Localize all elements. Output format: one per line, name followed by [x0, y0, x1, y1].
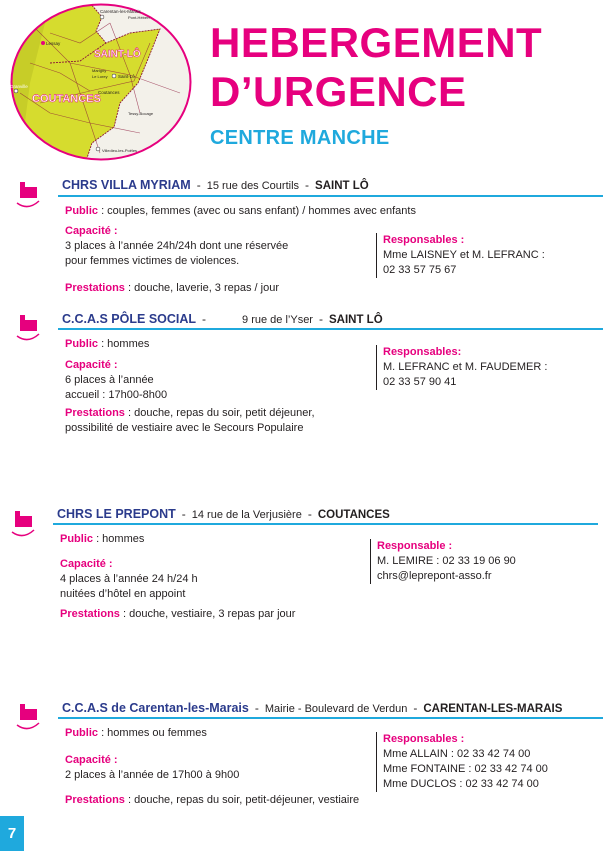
capacity-colon: : — [110, 225, 118, 237]
public-value: : hommes — [98, 338, 150, 350]
resp-line: 02 33 57 90 41 — [383, 376, 457, 388]
services-label: Prestations — [60, 608, 120, 620]
public-label: Public — [65, 338, 99, 350]
public-label: Public — [65, 205, 99, 217]
capacity-colon: : — [105, 558, 113, 570]
resp-label: Responsables — [383, 733, 458, 745]
resp-colon: : — [457, 346, 462, 358]
entry-logo-icon — [9, 510, 35, 542]
map-town-9: Granville — [10, 84, 28, 89]
header-separator: - — [181, 507, 186, 521]
entry-responsables — [376, 233, 545, 278]
entry-services — [65, 406, 315, 436]
services-label: Prestations — [65, 282, 125, 294]
map-town-8: Villedieu-les-Poêles — [102, 148, 138, 153]
entry-name: CHRS LE PREPONT — [57, 507, 176, 521]
entry-responsables — [376, 345, 547, 390]
resp-label: Responsable — [377, 540, 446, 552]
entry-public — [65, 337, 149, 352]
page-title-line1: HEBERGEMENT — [210, 19, 543, 66]
entry-responsables — [376, 732, 548, 792]
entry-logo-icon — [14, 181, 40, 213]
header-separator: - — [305, 178, 310, 192]
capacity-line: 4 places à l’année 24 h/24 h — [60, 573, 198, 585]
public-value: : couples, femmes (avec ou sans enfant) / hommes avec enfants — [98, 205, 416, 217]
entry-name: C.C.A.S de Carentan-les-Marais — [62, 701, 249, 715]
services-line: : douche, repas du soir, petit déjeuner, — [124, 407, 315, 419]
entry-divider — [58, 717, 603, 719]
resp-email[interactable]: chrs@leprepont-asso.fr — [377, 570, 492, 582]
map-dot — [112, 74, 116, 78]
resp-line: 02 33 57 75 67 — [383, 264, 457, 276]
entry-address: 15 rue des Courtils — [206, 180, 300, 192]
entry-logo-icon — [14, 703, 40, 735]
capacity-line: accueil : 17h00-8h00 — [65, 389, 168, 401]
map-illustration — [10, 3, 192, 161]
header-separator: - — [413, 701, 418, 715]
entry-address: Mairie - Boulevard de Verdun — [264, 703, 408, 715]
map-town-1: Carentan-les-Marais — [100, 9, 141, 14]
entry-capacity — [65, 358, 167, 403]
capacity-line: 3 places à l’année 24h/24h dont une réservée — [65, 240, 289, 252]
resp-colon: : — [457, 733, 465, 745]
resp-line: M. LEMIRE : 02 33 19 06 90 — [377, 555, 516, 567]
entry-capacity — [65, 224, 288, 269]
capacity-colon: : — [110, 754, 118, 766]
entry-divider — [58, 328, 603, 330]
capacity-line: pour femmes victimes de violences. — [65, 255, 240, 267]
services-line: : douche, repas du soir, petit-déjeuner, vestiaire — [124, 794, 360, 806]
resp-line: Mme DUCLOS : 02 33 42 74 00 — [383, 778, 539, 790]
resp-colon: : — [457, 234, 465, 246]
page-subtitle: CENTRE MANCHE — [210, 127, 390, 149]
services-label: Prestations — [65, 794, 125, 806]
services-line: : douche, laverie, 3 repas / jour — [124, 282, 280, 294]
entry-divider — [53, 523, 598, 525]
page-number: 7 — [0, 816, 24, 851]
resp-label: Responsables — [383, 346, 458, 358]
map-svg — [10, 3, 192, 161]
header-separator: - — [307, 507, 312, 521]
map-town-5: Saint-Lô — [118, 74, 135, 79]
entry-services — [60, 607, 295, 622]
entry-name: CHRS VILLA MYRIAM — [62, 178, 191, 192]
entry-services — [65, 793, 359, 808]
services-line: : douche, vestiaire, 3 repas par jour — [119, 608, 296, 620]
header-separator: - — [196, 178, 201, 192]
entry-address: 14 rue de la Verjusière — [191, 509, 302, 521]
page-title — [210, 18, 542, 116]
map-label-saint-lo: SAINT-LÔ — [94, 49, 141, 60]
map-town-2: Pont-Hébert — [128, 15, 150, 20]
capacity-colon: : — [110, 359, 118, 371]
entry-logo-icon — [14, 314, 40, 346]
capacity-label: Capacité — [65, 754, 111, 766]
public-value: : hommes — [93, 533, 145, 545]
header-separator: - — [202, 312, 207, 326]
capacity-label: Capacité — [60, 558, 106, 570]
entry-capacity — [60, 557, 198, 602]
capacity-label: Capacité — [65, 225, 111, 237]
resp-colon: : — [445, 540, 453, 552]
entry-address: 9 rue de l’Yser — [242, 314, 313, 326]
header-separator: - — [318, 312, 323, 326]
map-town-7: Tessy-Bocage — [128, 111, 154, 116]
public-label: Public — [65, 727, 99, 739]
map-town-3: Marigny — [92, 68, 107, 73]
public-label: Public — [60, 533, 94, 545]
entry-responsables — [370, 539, 516, 584]
entry-city: CARENTAN-LES-MARAIS — [423, 703, 563, 715]
resp-line: Mme LAISNEY et M. LEFRANC : — [383, 249, 545, 261]
resp-line: Mme FONTAINE : 02 33 42 74 00 — [383, 763, 548, 775]
capacity-label: Capacité — [65, 359, 111, 371]
map-dot — [14, 89, 18, 93]
map-label-coutances: COUTANCES — [32, 93, 101, 105]
services-label: Prestations — [65, 407, 125, 419]
entry-public — [60, 532, 144, 547]
header-separator: - — [254, 701, 259, 715]
entry-services — [65, 281, 279, 296]
entry-capacity — [65, 753, 239, 783]
resp-line: M. LEFRANC et M. FAUDEMER : — [383, 361, 548, 373]
entry-public — [65, 726, 207, 741]
entry-divider — [58, 195, 603, 197]
entry-name: C.C.A.S PÔLE SOCIAL — [62, 312, 197, 326]
page-title-line2: D’URGENCE — [210, 68, 467, 115]
capacity-line: 2 places à l’année de 17h00 à 9h00 — [65, 769, 240, 781]
map-dot — [96, 147, 100, 151]
services-line: possibilité de vestiaire avec le Secours Populaire — [65, 422, 304, 434]
resp-label: Responsables — [383, 234, 458, 246]
entry-city: SAINT LÔ — [315, 180, 369, 192]
public-value: : hommes ou femmes — [98, 727, 207, 739]
map-town-4: Le Lorey — [92, 74, 108, 79]
map-dot — [41, 41, 45, 45]
entry-city: SAINT LÔ — [328, 314, 383, 326]
resp-line: Mme ALLAIN : 02 33 42 74 00 — [383, 748, 531, 760]
capacity-line: nuitées d’hôtel en appoint — [60, 588, 186, 600]
capacity-line: 6 places à l’année — [65, 374, 154, 386]
entry-city: COUTANCES — [317, 509, 390, 521]
map-town-0: Lessay — [46, 41, 61, 46]
map-town-6: Coutances — [98, 90, 120, 95]
map-dot — [100, 15, 104, 19]
entry-public — [65, 204, 416, 219]
